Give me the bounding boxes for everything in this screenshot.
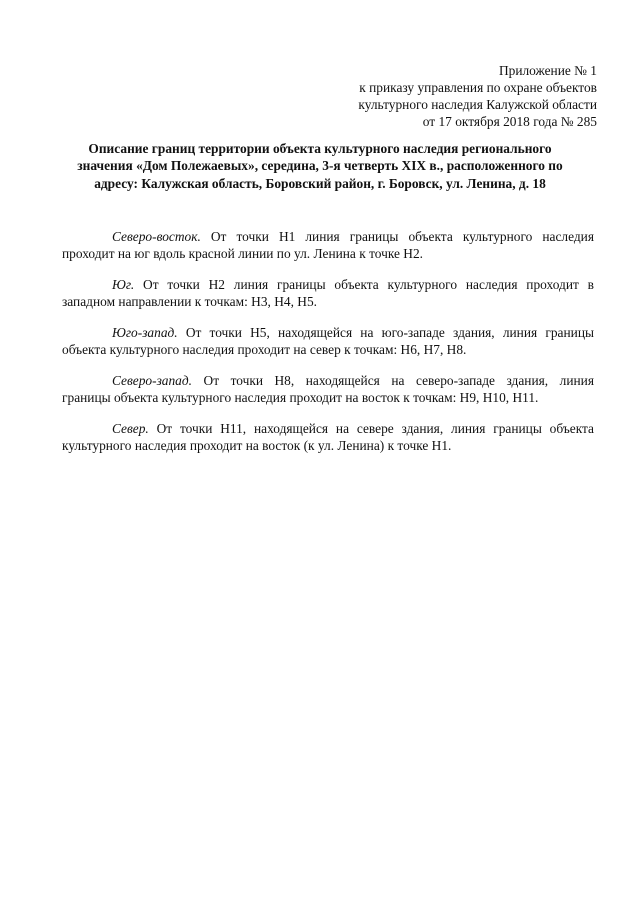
direction-label: Юго-запад.: [112, 324, 178, 340]
paragraph-text: От точки Н11, находящейся на севере здания, линия границы объекта: [156, 420, 594, 436]
paragraph-first-line: [62, 372, 594, 389]
direction-label: Северо-восток.: [112, 229, 201, 244]
paragraph-line: западном направлении к точкам: Н3, Н4, Н5.: [62, 294, 317, 310]
document-title: [62, 140, 578, 192]
paragraph-text: От точки Н5, находящейся на юго-западе здания, линия границы: [185, 324, 594, 340]
paragraph-north-west: [62, 372, 594, 407]
appendix-order-line: к приказу управления по охране объектов: [359, 80, 597, 95]
paragraph-north-east: [62, 228, 594, 263]
paragraph-south-west: [62, 324, 594, 359]
paragraph-text: От точки Н2 линия границы объекта культурного наследия проходит в: [143, 276, 594, 292]
title-line: адресу: Калужская область, Боровский район, г. Боровск, ул. Ленина, д. 18: [94, 175, 546, 191]
paragraph-line: границы объекта культурного наследия проходит на восток к точкам: Н9, Н10, Н11.: [62, 390, 539, 406]
paragraph-north: [62, 420, 594, 455]
appendix-date-line: от 17 октября 2018 года № 285: [422, 114, 597, 129]
direction-label: Север.: [112, 420, 149, 436]
title-line: Описание границ территории объекта культурного наследия регионального: [88, 141, 552, 156]
direction-label: Северо-запад.: [112, 372, 193, 388]
paragraph-south: [62, 276, 594, 311]
paragraph-line: проходит на юг вдоль красной линии по ул. Ленина к точке Н2.: [62, 246, 424, 262]
paragraph-first-line: [62, 276, 594, 293]
paragraph-first-line: [62, 324, 594, 341]
title-line: значения «Дом Полежаевых», середина, 3-я четверть XIX в., расположенного по: [77, 158, 563, 174]
paragraph-first-line: [62, 228, 594, 245]
appendix-number: Приложение № 1: [498, 63, 597, 78]
direction-label: Юг.: [112, 276, 135, 292]
appendix-header: [358, 62, 597, 130]
paragraph-line: культурного наследия проходит на восток (к ул. Ленина) к точке Н1.: [62, 438, 452, 454]
boundary-description: [62, 228, 594, 468]
appendix-authority-line: культурного наследия Калужской области: [358, 97, 597, 112]
paragraph-text: От точки Н8, находящейся на северо-западе здания, линия: [203, 372, 594, 388]
paragraph-text: От точки Н1 линия границы объекта культурного наследия: [210, 229, 594, 244]
paragraph-line: объекта культурного наследия проходит на север к точкам: Н6, Н7, Н8.: [62, 342, 467, 358]
paragraph-first-line: [62, 420, 594, 437]
